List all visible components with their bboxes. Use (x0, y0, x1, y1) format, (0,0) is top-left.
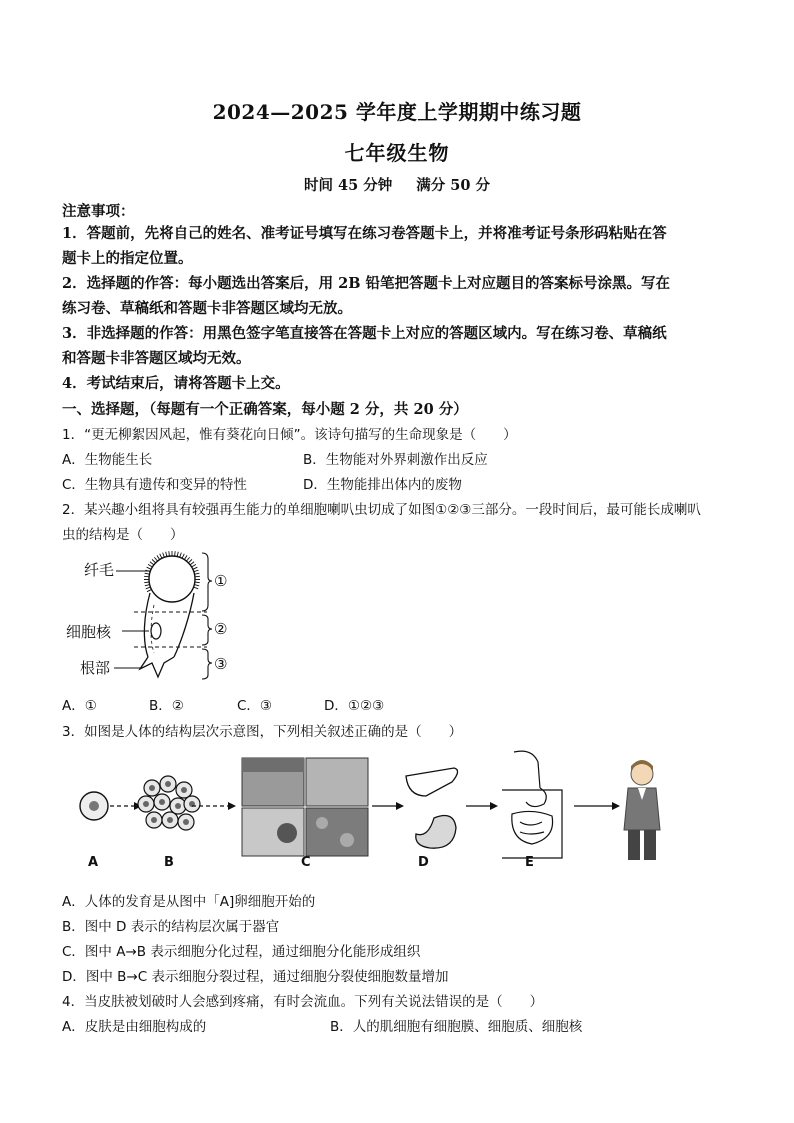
mark-3: ③ (214, 655, 228, 673)
note-3-line-1: 3．非选择题的作答：用黑色签字笔直接答在答题卡上对应的答题区域内。写在练习卷、草稿纸 (62, 325, 667, 342)
fig-label-a: A (88, 855, 99, 870)
label-root: 根部 (80, 659, 111, 677)
cell-cluster-icon (138, 776, 200, 830)
root-shape (140, 657, 174, 677)
exam-title: 2024—2025 学年度上学期期中练习题 (212, 100, 582, 124)
q3-option-d: D．图中 B→C 表示细胞分裂过程，通过细胞分裂使细胞数量增加 (62, 969, 449, 985)
exam-time: 时间 45 分钟 (303, 177, 393, 194)
organs-icon (406, 768, 458, 848)
cilia-lines (144, 551, 200, 592)
fig-label-b: B (164, 855, 174, 870)
q4-option-a: A．皮肤是由细胞构成的 (62, 1019, 207, 1035)
egg-cell-icon (80, 792, 108, 820)
section-1-heading: 一、选择题，（每题有一个正确答案，每小题 2 分，共 20 分） (62, 401, 468, 418)
q2-option-a: A．① (62, 698, 97, 714)
fig-label-c: C (301, 855, 311, 870)
q1-option-b: B．生物能对外界刺激作出反应 (303, 452, 488, 468)
mark-2: ② (214, 620, 228, 638)
mark-1: ① (214, 572, 228, 590)
q3-option-b: B．图中 D 表示的结构层次属于器官 (62, 919, 280, 935)
q3-stem: 3．如图是人体的结构层次示意图，下列相关叙述正确的是（ ） (62, 724, 463, 740)
note-3-line-2: 和答题卡非答题区域均无效。 (62, 350, 251, 367)
trumpet-animalcule-figure (62, 545, 242, 685)
note-2-line-2: 练习卷、草稿纸和答题卡非答题区域均无放。 (62, 300, 352, 317)
note-1-line-2: 题卡上的指定位置。 (62, 250, 193, 267)
q2-stem-line-2: 虫的结构是（ ） (62, 527, 184, 543)
q1-option-c: C．生物具有遗传和变异的特性 (62, 477, 247, 493)
notes-heading: 注意事项： (62, 203, 135, 220)
q2-option-c: C．③ (237, 698, 273, 714)
note-1-line-1: 1．答题前，先将自己的姓名、准考证号填写在练习卷答题卡上，并将准考证号条形码粘贴在答 (62, 225, 667, 242)
digestive-system-icon (502, 751, 562, 858)
fig-label-d: D (418, 855, 429, 870)
exam-subject: 七年级生物 (344, 141, 450, 165)
q2-option-b: B．② (149, 698, 184, 714)
q4-stem: 4．当皮肤被划破时人会感到疼痛，有时会流血。下列有关说法错误的是（ ） (62, 994, 544, 1010)
exam-full-score: 满分 50 分 (416, 177, 491, 194)
q3-option-a: A．人体的发育是从图中「A]卵细胞开始的 (62, 894, 316, 910)
q2-option-d: D．①②③ (324, 698, 385, 714)
body-hierarchy-figure (62, 748, 662, 873)
label-nucleus: 细胞核 (66, 623, 112, 641)
q1-option-d: D．生物能排出体内的废物 (303, 477, 462, 493)
q1-option-a: A．生物能生长 (62, 452, 153, 468)
label-cilia: 纤毛 (84, 561, 115, 579)
q4-option-b: B．人的肌细胞有细胞膜、细胞质、细胞核 (330, 1019, 583, 1035)
exam-time-score (0, 174, 794, 195)
note-2-line-1: 2．选择题的作答：每小题选出答案后，用 2B 铅笔把答题卡上对应题目的答案标号涂黑。写在 (62, 275, 671, 292)
person-icon (624, 760, 660, 860)
fig-label-e: E (525, 855, 534, 870)
note-4: 4．考试结束后，请将答题卡上交。 (62, 375, 290, 392)
nucleus-shape (151, 623, 161, 639)
q1-stem: 1．“更无柳絮因风起，惟有葵花向日倾”。该诗句描写的生命现象是（ ） (62, 427, 517, 443)
q3-option-c: C．图中 A→B 表示细胞分化过程，通过细胞分化能形成组织 (62, 944, 421, 960)
q2-stem-line-1: 2．某兴趣小组将具有较强再生能力的单细胞喇叭虫切成了如图①②③三部分。一段时间后，最可能长成喇叭 (62, 502, 701, 518)
tissue-images-icon (242, 758, 368, 856)
cilia-ring (149, 556, 195, 602)
